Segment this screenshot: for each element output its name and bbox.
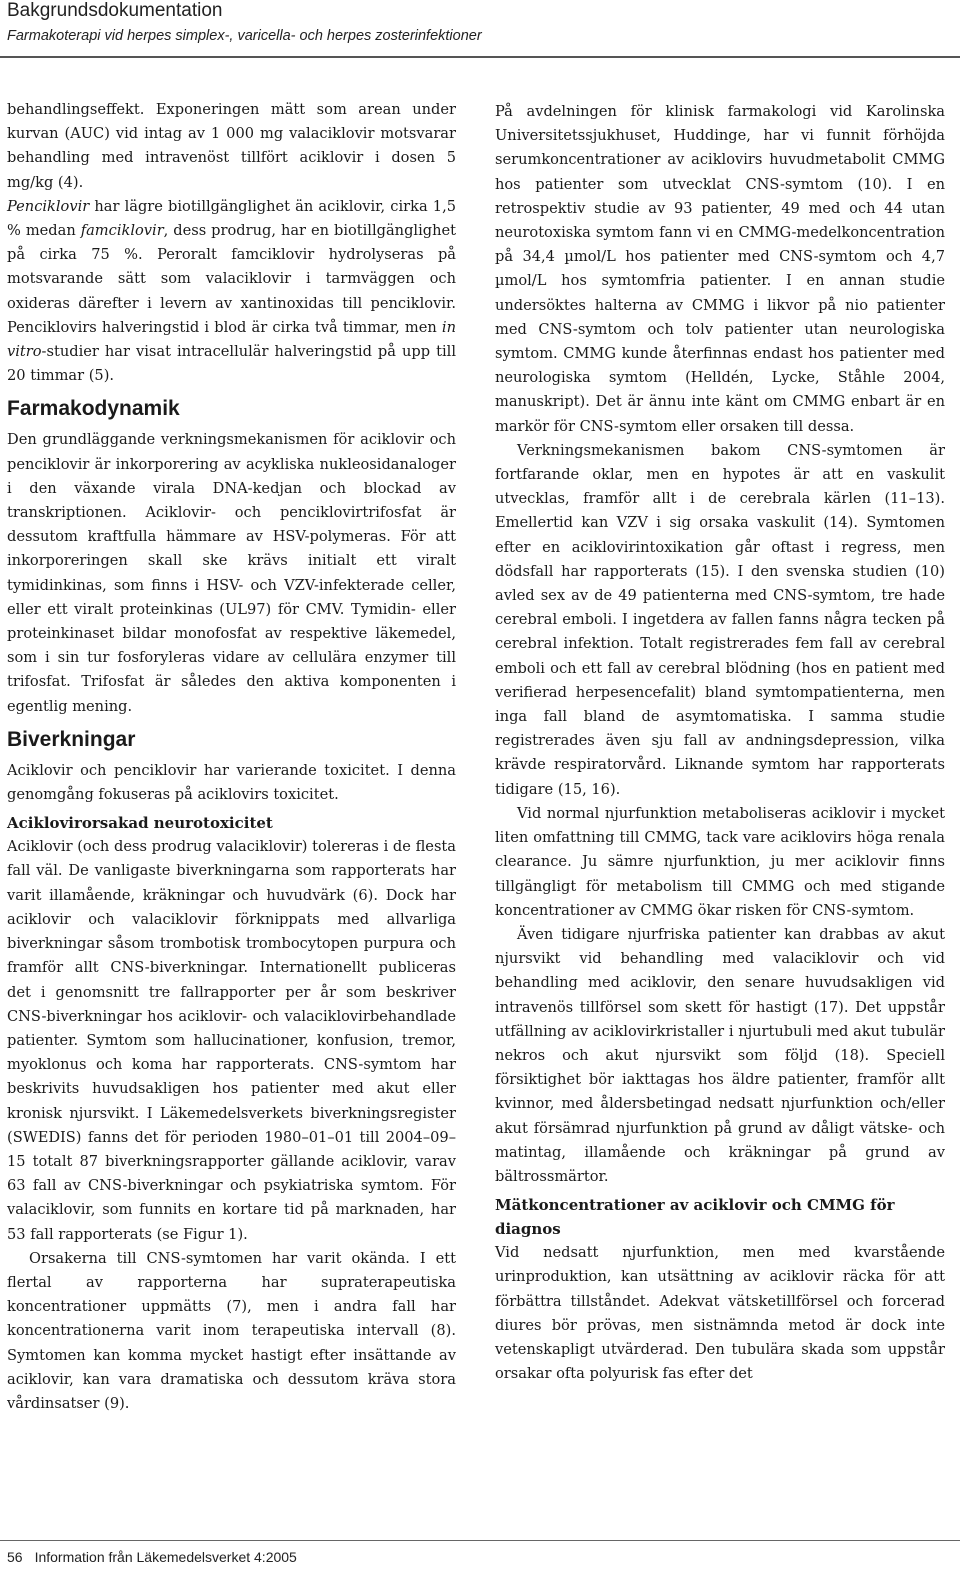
emphasis: famciklovir [80,222,164,240]
paragraph: behandlingseffekt. Exponeringen mätt som arean under kurvan (AUC) vid intag av 1 000 mg valaciklovir motsvarar behandling med intravenöst tillfört aciklovir i dosen 5 mg/kg (4). [7,101,456,191]
subheading-neurotoxicitet: Aciklovirorsakad neurotoxicitet [7,814,273,833]
publication-name: Information från Läkemedelsverket 4:2005 [34,1549,297,1565]
text-span: -studier har visat intracellulär halveringstid på upp till 20 timmar (5). [7,343,456,385]
paragraph: Orsakerna till CNS-symtomen har varit okända. I ett flertal av rapporterna har supraterapeutiska koncentrationer uppmätts (7), men i andra fall har koncentrationerna varit inom terapeutiska intervall (8). Symtomen kan komma mycket hastigt efter insättande av aciklovir, kan vara dramatiska och dessutom kräva stora vårdinsatser (9). [7,1249,456,1412]
paragraph: Aciklovir och penciklovir har varierande toxicitet. I denna genomgång fokuseras på aciklovirs toxicitet. [7,761,456,804]
heading-biverkningar: Biverkningar [7,727,136,751]
page-footer [7,1549,297,1565]
subheading-matkoncentrationer: Mätkoncentrationer av aciklovir och CMMG för diagnos [495,1196,895,1239]
paragraph: Även tidigare njurfriska patienter kan drabbas av akut njursvikt vid behandling med valaciklovir och vid behandling med aciklovir, den senare huvudsakligen vid intravenös tillförsel som skett för hastigt (17). Det uppstår utfällning av aciklovirkristaller i njurtubuli med akut tubulär nekros och akut njursvikt som följd (18). Speciell försiktighet bör iakttagas hos äldre patienter, framför allt kvinnor, med åldersbetingad nedsatt njurfunktion och/eller akut försämrad njurfunktion på grund av dåligt vätske- och matintag, illamående och kräkningar på grund av bältrossmärtor. [495,925,945,1185]
header-divider [0,56,960,58]
paragraph-penciklovir [7,195,456,389]
footer-divider [0,1540,960,1541]
heading-farmakodynamik: Farmakodynamik [7,397,180,421]
page-number: 56 [7,1549,23,1565]
document-header-title: Bakgrundsdokumentation [7,0,223,21]
paragraph: Vid nedsatt njurfunktion, men med kvarstående urinproduktion, kan utsättning av aciklovir räcka för att förbättra tillståndet. Adekvat vätsketillförsel och forcerad diures bör prövas, men sistnämnda metod är dock inte vetenskapligt utvärderad. Den tubulära skada som uppstår orsakar ofta polyurisk fas efter det [495,1244,945,1383]
left-column [7,98,456,1416]
emphasis: Penciklovir [7,197,90,215]
text-span: , dess prodrug, har en biotillgänglighet på cirka 75 %. Peroralt famciklovir hydrolyseras på motsvarande sätt som valaciklovir i tarmväggen och oxideras därefter i levern av xantinoxidas till penciklovir. Penciklovirs halveringstid i blod är cirka två timmar, men [7,222,456,336]
paragraph: Aciklovir (och dess prodrug valaciklovir) tolereras i de flesta fall väl. De vanligaste biverkningarna som rapporterats har varit illamående, kräkningar och huvudvärk (6). Dock har aciklovir och valaciklovir förknippats med allvarliga biverkningar såsom trombotisk trombocytopen purpura och framför allt CNS-biverkningar. Internationellt publiceras det i genomsnitt tre fallrapporter per år som beskriver CNS-biverkningar hos aciklovir- och valaciklovirbehandlade patienter. Symtom som hallucinationer, konfusion, tremor, myoklonus och koma har rapporterats. CNS-symtom har beskrivits huvudsakligen hos patienter med akut eller kronisk njursvikt. I Läkemedelsverkets biverkningsregister (SWEDIS) fanns det för perioden 1980–01–01 till 2004–09–15 totalt 87 biverkningsrapporter gällande aciklovir, varav 63 fall av CNS-biverkningar och psykiatriska symtom. För valaciklovir, som funnits en kortare tid på marknaden, har 53 fall rapporterats (se Figur 1). [7,838,456,1243]
text-span: har lägre biotillgänglighet än aciklovir, cirka 1,5 % medan [7,197,456,240]
emphasis: in vitro [7,318,456,361]
paragraph: Verkningsmekanismen bakom CNS-symtomen är fortfarande oklar, men en hypotes är att en vaskulit utvecklas, framför allt i de cerebrala kärlen (11–13). Emellertid kan VZV i sig orsaka vaskulit (14). Symtomen efter en aciklovirintoxikation går oftast i regress, men dödsfall har rapporterats (15). I den svenska studien (10) avled sex av de 49 patienterna med CNS-symtom, tre hade cerebral emboli. I ingetdera av fallen fanns några tecken på cerebral infektion. Totalt registrerades fem fall av cerebral emboli och ett fall av cerebral blödning (hos en patient med verifierad herpesencefalit) bland symtompatienterna, men inga fall bland de asymtomatiska. I samma studie registrerades även sju fall av andningsdepression, vilka krävde respiratorvård. Liknande symtom har rapporterats tidigare (15, 16). [495,441,945,798]
right-column [495,100,945,1386]
paragraph: Den grundläggande verkningsmekanismen för aciklovir och penciklovir är inkorporering av acykliska nukleosidanaloger i den växande virala DNA-kedjan och blockad av transkriptionen. Aciklovir- och penciklovirtrifosfat är dessutom kraftfulla hämmare av HSV-polymeras. För att inkorporeringen skall ske krävs initialt ett viralt tymidinkinas, som finns i HSV- och VZV-infekterade celler, eller ett viralt proteinkinas (UL97) för CMV. Tymidin- eller proteinkinaset bildar monofosfat av respektive läkemedel, som i sin tur fosforyleras vidare av cellulära enzymer till trifosfat. Trifosfat är således den aktiva komponenten i egentlig mening. [7,431,456,715]
document-header-subtitle: Farmakoterapi vid herpes simplex-, varicella- och herpes zosterinfektioner [7,28,482,44]
paragraph: Vid normal njurfunktion metaboliseras aciklovir i mycket liten omfattning till CMMG, tack vare aciklovirs höga renala clearance. Ju sämre njurfunktion, ju mer aciklovir finns tillgängligt för metabolism till CMMG och med stigande koncentrationer av CMMG ökar risken för CNS-symtom. [495,804,945,919]
paragraph: På avdelningen för klinisk farmakologi vid Karolinska Universitetssjukhuset, Huddinge, har vi funnit förhöjda serumkoncentrationer av aciklovirs huvudmetabolit CMMG hos patienter som utvecklat CNS-symtom (10). I en retrospektiv studie av 93 patienter, 49 med och 44 utan neurotoxiska symtom fann vi en CMMG-medelkoncentration på 34,4 µmol/L hos patienter med CNS-symtom och 4,7 µmol/L hos symtomfria patienter. I en annan studie undersöktes halterna av CMMG i likvor på nio patienter med CNS-symtom och tolv patienter utan neurologiska symtom. CMMG kunde återfinnas endast hos patienter med neurologiska symtom (Helldén, Lycke, Ståhle 2004, manuskript). Det är ännu inte känt om CMMG enbart är en markör för CNS-symtom eller orsaken till dessa. [495,103,945,435]
